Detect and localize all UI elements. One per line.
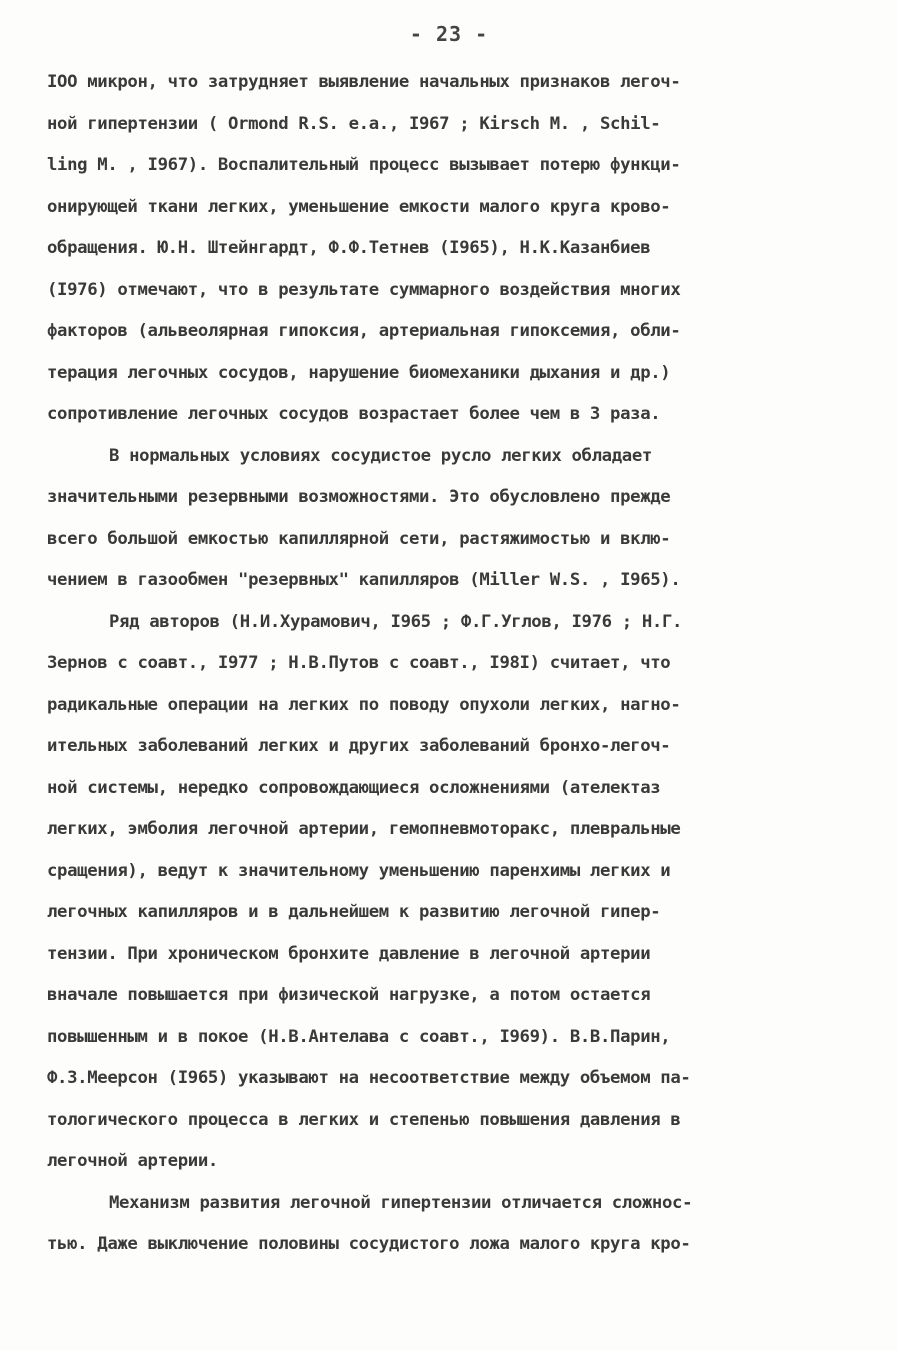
page-number: - 23 - xyxy=(409,22,489,46)
text-line: терация легочных сосудов, нарушение биомеханики дыхания и др.) xyxy=(47,362,671,383)
text-line: ительных заболеваний легких и других заболеваний бронхо-легоч- xyxy=(47,736,671,756)
text-line: повышенным и в покое (Н.В.Антелава с соавт., I969). В.В.Парин, xyxy=(47,1026,671,1047)
text-line: значительными резервными возможностями. Это обусловлено прежде xyxy=(47,487,671,507)
text-line: вначале повышается при физической нагрузке, а потом остается xyxy=(47,985,651,1005)
text-line: В нормальных условиях сосудистое русло легких обладает xyxy=(109,445,652,466)
text-line: сопротивление легочных сосудов возрастает более чем в 3 раза. xyxy=(47,404,661,424)
text-line: ной системы, нередко сопровождающиеся осложнениями (ателектаз xyxy=(47,777,661,798)
text-line: факторов (альвеолярная гипоксия, артериальная гипоксемия, обли- xyxy=(47,321,681,341)
text-line: (I976) отмечают, что в результате суммарного воздействия многих xyxy=(47,279,681,300)
text-line: IOO микрон, что затрудняет выявление начальных признаков легоч- xyxy=(47,72,681,92)
text-line: Ряд авторов (Н.И.Хурамович, I965 ; Ф.Г.Углов, I976 ; Н.Г. xyxy=(109,611,683,632)
text-line: всего большой емкостью капиллярной сети, растяжимостью и вклю- xyxy=(47,528,671,549)
body-text xyxy=(47,62,859,1266)
text-line: обращения. Ю.Н. Штейнгардт, Ф.Ф.Тетнев (I965), Н.К.Казанбиев xyxy=(47,238,651,258)
text-line: ling M. , I967). Воспалительный процесс вызывает потерю функци- xyxy=(47,155,681,175)
text-line: легких, эмболия легочной артерии, гемопневмоторакс, плевральные xyxy=(47,819,681,839)
text-line: радикальные операции на легких по поводу опухоли легких, нагно- xyxy=(47,694,681,715)
text-line: ной гипертензии ( Ormond R.S. e.a., I967 ; Kirsch M. , Schil- xyxy=(47,113,661,134)
text-line: онирующей ткани легких, уменьшение емкости малого круга крово- xyxy=(47,196,671,217)
text-line: тологического процесса в легких и степенью повышения давления в xyxy=(47,1109,681,1130)
text-line: тью. Даже выключение половины сосудистого ложа малого круга кро- xyxy=(47,1234,691,1254)
text-line: Ф.З.Меерсон (I965) указывают на несоответствие между объемом па- xyxy=(47,1068,691,1088)
text-line: тензии. При хроническом бронхите давление в легочной артерии xyxy=(47,943,651,964)
text-line: сращения), ведут к значительному уменьшению паренхимы легких и xyxy=(47,860,671,881)
text-line: чением в газообмен "резервных" капилляров (Miller W.S. , I965). xyxy=(47,570,681,590)
text-line: Зернов с соавт., I977 ; Н.В.Путов с соавт., I98I) считает, что xyxy=(47,653,671,673)
text-line: Механизм развития легочной гипертензии отличается сложнос- xyxy=(109,1192,693,1213)
text-line: легочных капилляров и в дальнейшем к развитию легочной гипер- xyxy=(47,902,661,922)
text-line: легочной артерии. xyxy=(47,1151,218,1171)
